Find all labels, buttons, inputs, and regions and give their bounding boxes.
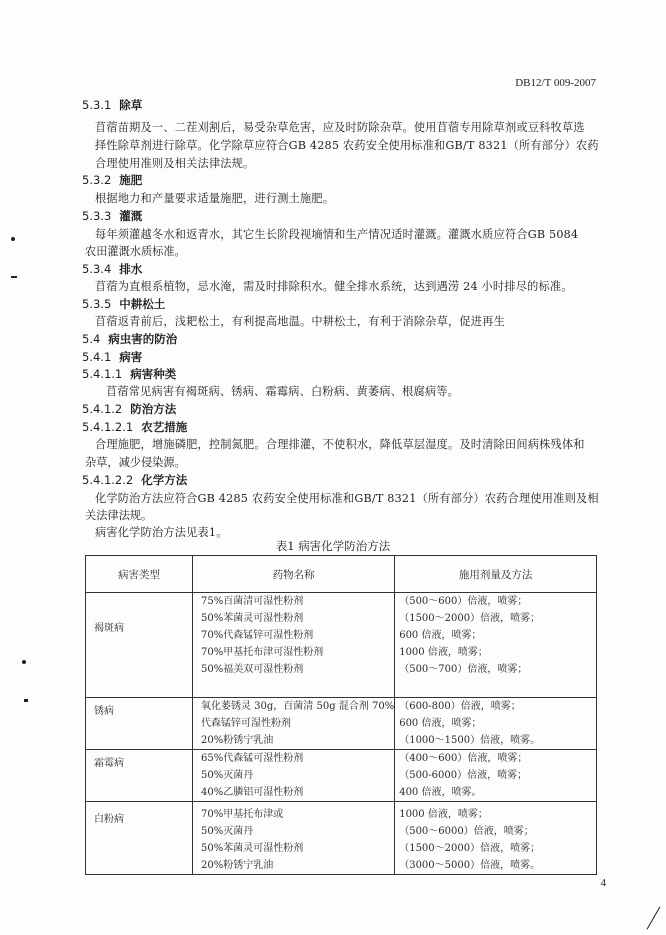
drug-name: 40%乙膦铝可湿性粉剂 bbox=[201, 787, 304, 798]
heading-5-4-1-2-1 bbox=[82, 419, 187, 435]
paragraph-line: 病害化学防治方法见表1。 bbox=[95, 526, 228, 539]
section-number: 5.4.1.2.2 bbox=[82, 473, 134, 487]
drug-name: 65%代森锰可湿性粉剂 bbox=[201, 753, 304, 764]
paragraph-line: 苜蓿常见病害有褐斑病、锈病、霜霉病、白粉病、黄萎病、根腐病等。 bbox=[106, 385, 460, 398]
drug-cell bbox=[193, 593, 395, 698]
table-row bbox=[86, 593, 597, 698]
drug-name: 75%百菌清可湿性粉剂 bbox=[201, 596, 304, 607]
drug-cell bbox=[193, 698, 395, 750]
heading-5-3-1 bbox=[82, 97, 142, 113]
section-title: 排水 bbox=[119, 262, 143, 276]
section-title: 中耕松土 bbox=[119, 297, 166, 311]
scan-mark bbox=[22, 660, 26, 664]
heading-5-3-3 bbox=[82, 208, 142, 224]
paragraph-line: 苜蓿为直根系植物，忌水淹，需及时排除积水。健全排水系统，达到遇涝 24 小时排尽的标准。 bbox=[95, 280, 573, 293]
dosage-method: （1500～2000）倍液，喷雾； bbox=[399, 843, 541, 854]
drug-name: 70%甲基托布津或 bbox=[201, 809, 284, 820]
dosage-method: （1500～2000）倍液，喷雾； bbox=[399, 613, 541, 624]
dosage-method: （400～600）倍液，喷雾； bbox=[399, 753, 528, 764]
table-header-row bbox=[86, 556, 597, 593]
section-number: 5.4.1.2 bbox=[82, 402, 123, 416]
dosage-method: （500～6000）倍液，喷雾； bbox=[399, 826, 534, 837]
heading-5-4-1-2 bbox=[82, 401, 176, 417]
scan-mark bbox=[11, 237, 15, 241]
dosage-method: （600-800）倍液，喷雾； bbox=[399, 701, 521, 712]
method-cell bbox=[395, 802, 597, 875]
method-cell bbox=[395, 698, 597, 750]
disease-control-table bbox=[85, 555, 597, 875]
drug-cell bbox=[193, 802, 395, 875]
table-row bbox=[86, 750, 597, 802]
section-number: 5.3.3 bbox=[82, 209, 112, 223]
dosage-method: 1000 倍液，喷雾； bbox=[399, 647, 488, 658]
drug-name: 70%代森锰锌可湿性粉剂 bbox=[201, 630, 314, 641]
section-title: 农艺措施 bbox=[141, 420, 188, 434]
section-title: 化学方法 bbox=[141, 473, 188, 487]
paragraph-line: 择性除草剂进行除草。化学除草应符合GB 4285 农药安全使用标准和GB/T 8321（所有部分）农药 bbox=[95, 139, 599, 152]
page-number: 4 bbox=[600, 877, 606, 889]
section-number: 5.3.2 bbox=[82, 173, 112, 187]
section-number: 5.3.5 bbox=[82, 297, 112, 311]
section-number: 5.3.4 bbox=[82, 262, 112, 276]
disease-type: 白粉病 bbox=[86, 802, 193, 875]
heading-5-4-1-2-2 bbox=[82, 472, 187, 488]
drug-name: 50%苯菌灵可湿性粉剂 bbox=[201, 613, 304, 624]
drug-name: 20%粉锈宁乳油 bbox=[201, 735, 274, 746]
section-title: 除草 bbox=[119, 98, 143, 112]
section-title: 病害 bbox=[119, 350, 143, 364]
method-cell bbox=[395, 750, 597, 802]
scan-mark bbox=[11, 276, 17, 278]
heading-5-4-1-1 bbox=[82, 366, 176, 382]
drug-name: 70%甲基托布津可湿性粉剂 bbox=[201, 647, 324, 658]
paragraph-line: 农田灌溉水质标准。 bbox=[85, 245, 186, 258]
section-number: 5.3.1 bbox=[82, 98, 112, 112]
heading-5-3-2 bbox=[82, 172, 142, 188]
section-title: 防治方法 bbox=[130, 402, 177, 416]
section-title: 灌溉 bbox=[119, 209, 143, 223]
paragraph-line: 杂草，减少侵染源。 bbox=[85, 456, 186, 469]
method-cell bbox=[395, 593, 597, 698]
heading-5-4 bbox=[82, 331, 177, 347]
drug-name: 20%粉锈宁乳油 bbox=[201, 860, 274, 871]
scan-mark bbox=[647, 906, 661, 929]
paragraph-line: 合理使用准则及相关法律法规。 bbox=[95, 157, 255, 170]
paragraph-line: 苜蓿返青前后，浅耙松土，有利提高地温。中耕松土，有利于消除杂草，促进再生 bbox=[95, 315, 505, 328]
paragraph-line: 苜蓿苗期及一、二茬刈割后，易受杂草危害，应及时防除杂草。使用苜蓿专用除草剂或豆科牧草选 bbox=[95, 121, 585, 134]
disease-type: 霜霉病 bbox=[86, 750, 193, 802]
section-title: 施肥 bbox=[119, 173, 143, 187]
dosage-method: 400 倍液，喷雾。 bbox=[399, 787, 482, 798]
drug-name: 代森锰锌可湿性粉剂 bbox=[201, 718, 291, 729]
drug-name: 50%灭菌丹 bbox=[201, 826, 254, 837]
section-number: 5.4 bbox=[82, 332, 101, 346]
dosage-method: （3000～5000）倍液，喷雾。 bbox=[399, 860, 541, 871]
paragraph-line: 化学防治方法应符合GB 4285 农药安全使用标准和GB/T 8321（所有部分）农药合理使用准则及相 bbox=[95, 492, 599, 505]
table-row bbox=[86, 802, 597, 875]
dosage-method: 600 倍液，喷雾； bbox=[399, 718, 482, 729]
drug-name: 50%苯菌灵可湿性粉剂 bbox=[201, 843, 304, 854]
paragraph-line: 合理施肥，增施磷肥，控制氮肥。合理排灌，不使积水，降低草层湿度。及时清除田间病株残体和 bbox=[95, 438, 585, 451]
dosage-method: （1000～1500）倍液，喷雾。 bbox=[399, 735, 541, 746]
heading-5-3-4 bbox=[82, 261, 142, 277]
section-number: 5.4.1.1 bbox=[82, 367, 123, 381]
table-caption: 表1 病害化学防治方法 bbox=[275, 539, 391, 553]
scan-mark bbox=[24, 699, 28, 702]
drug-name: 50%福美双可湿性粉剂 bbox=[201, 664, 304, 675]
heading-5-3-5 bbox=[82, 296, 165, 312]
drug-name: 50%灭菌丹 bbox=[201, 770, 254, 781]
dosage-method: 600 倍液，喷雾； bbox=[399, 630, 482, 641]
disease-type: 褐斑病 bbox=[86, 593, 193, 698]
dosage-method: （500～700）倍液，喷雾； bbox=[399, 664, 528, 675]
drug-name: 氧化萎锈灵 30g，百菌清 50g 混合剂 70% bbox=[201, 701, 395, 712]
section-title: 病虫害的防治 bbox=[108, 332, 178, 346]
dosage-method: 1000 倍液，喷雾； bbox=[399, 809, 488, 820]
column-header: 药物名称 bbox=[193, 556, 395, 593]
column-header: 施用剂量及方法 bbox=[395, 556, 597, 593]
drug-cell bbox=[193, 750, 395, 802]
column-header: 病害类型 bbox=[86, 556, 193, 593]
document-id: DB12/T 009-2007 bbox=[515, 77, 596, 89]
table-row bbox=[86, 698, 597, 750]
disease-type: 锈病 bbox=[86, 698, 193, 750]
paragraph-line: 根据地力和产量要求适量施肥，进行测土施肥。 bbox=[95, 192, 335, 205]
dosage-method: （500-6000）倍液，喷雾； bbox=[399, 770, 528, 781]
dosage-method: （500～600）倍液，喷雾； bbox=[399, 596, 528, 607]
paragraph-line: 关法律法规。 bbox=[85, 509, 153, 522]
heading-5-4-1 bbox=[82, 349, 142, 365]
paragraph-line: 每年须灌越冬水和返青水，其它生长阶段视墒情和生产情况适时灌溉。灌溉水质应符合GB 5084 bbox=[95, 228, 579, 241]
section-number: 5.4.1 bbox=[82, 350, 112, 364]
section-number: 5.4.1.2.1 bbox=[82, 420, 134, 434]
section-title: 病害种类 bbox=[130, 367, 177, 381]
